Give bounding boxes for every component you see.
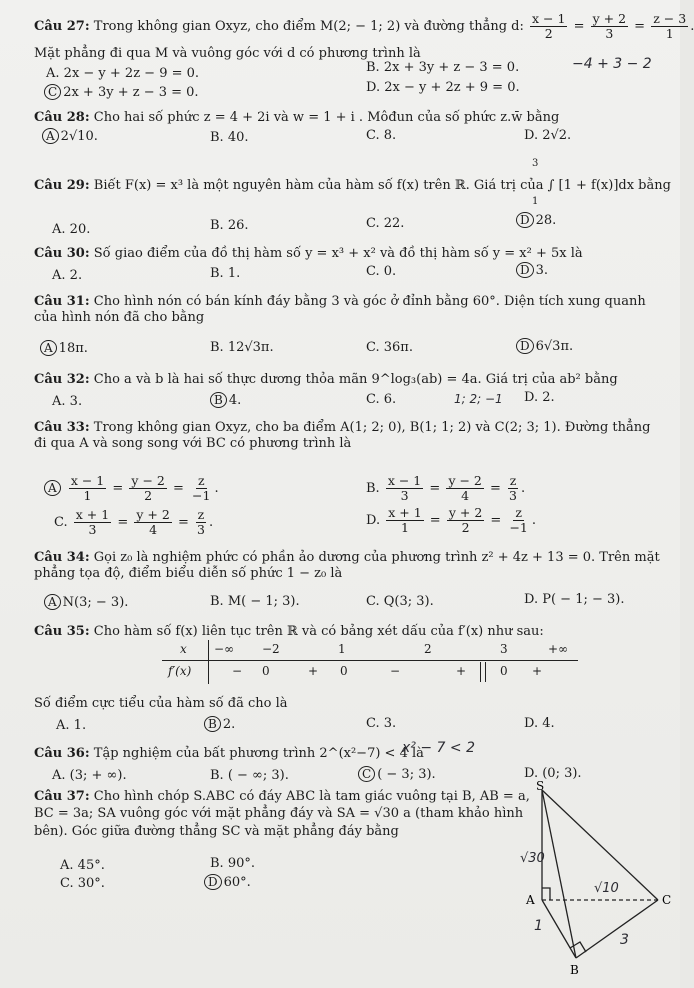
question-text: Trong không gian Oxyz, cho ba điểm A(1; 2; 0), B(1; 1; 2) và C(2; 3; 1). Đường thẳng đi qua A và song song với BC có phương trình là [34,420,651,452]
question-label: Câu 31: [34,294,90,309]
option-35-d[interactable]: D. 4. [524,716,555,731]
question-text: Số giao điểm của đồ thị hàm số y = x³ + x² và đồ thị hàm số y = x² + 5x là [93,246,583,261]
sign-table-fp-label: f′(x) [168,664,192,678]
option-29-b[interactable]: B. 26. [210,218,249,233]
option-32-d[interactable]: D. 2. [524,390,555,405]
circled-answer: C [44,84,61,100]
option-35-a[interactable]: A. 1. [56,718,87,733]
vertex-a: A [526,893,535,907]
question-text: Biết F(x) = x³ là một nguyên hàm của hàm số f(x) trên ℝ. Giá trị của [93,178,544,193]
option-33-c[interactable]: C. $\frac{x + 1}{3}$ = $\frac{y + 2}{4}$ = $\frac{z}{3}$ . [54,507,214,537]
option-28-b[interactable]: B. 40. [210,130,249,145]
circled-answer: A [40,340,57,356]
option-34-c[interactable]: C. Q(3; 3). [366,594,434,609]
question-label: Câu 35: [34,624,90,639]
question-text: Cho hình nón có bán kính đáy bằng 3 và góc ở đỉnh bằng 60°. Diện tích xung quanh của hình nón đã cho bằng [34,294,646,326]
question-31 [34,294,666,327]
question-35 [34,624,666,640]
pyramid-svg [520,780,680,980]
option-33-b[interactable]: B. $\frac{x - 1}{3}$ = $\frac{y - 2}{4}$ = $\frac{z}{3}$ . [366,473,526,503]
sign-cell: + [308,664,319,678]
question-35-prompt: Số điểm cực tiểu của hàm số đã cho là [34,696,288,711]
option-36-a[interactable]: A. (3; + ∞). [52,768,127,783]
fraction: $\frac{y + 2}{3}$ [592,11,627,41]
handwritten-note: √30 [520,851,545,866]
option-28-a[interactable]: A 2√10. [42,128,98,145]
x-value: 3 [500,642,508,656]
question-32 [34,372,666,388]
option-32-b[interactable]: B 4. [210,392,241,409]
option-36-c[interactable]: C ( − 3; 3). [358,766,436,783]
option-27-b[interactable]: B. 2x + 3y + z − 3 = 0. [366,60,520,75]
option-36-b[interactable]: B. ( − ∞; 3). [210,768,289,783]
option-35-b[interactable]: B 2. [204,716,235,733]
option-37-c[interactable]: C. 30°. [60,876,105,891]
edge-sb [542,790,576,958]
x-value: +∞ [548,642,569,656]
question-label: Câu 32: [34,372,90,387]
question-37 [34,788,530,840]
circled-answer: A [44,480,61,496]
question-text: Trong không gian Oxyz, cho điểm M(2; − 1; 2) và đường thẳng d: [93,19,524,34]
option-34-d[interactable]: D. P( − 1; − 3). [524,592,625,607]
circled-answer: B [204,716,221,732]
question-text: Gọi z₀ là nghiệm phức có phần ảo dương của phương trình z² + 4z + 13 = 0. Trên mặt phẳng tọa độ, điểm biểu diễn số phức 1 − z₀ là [34,550,660,582]
option-31-c[interactable]: C. 36π. [366,340,413,355]
sign-cell: 0 [262,664,270,678]
right-angle-a [542,888,550,900]
question-30 [34,246,666,262]
option-29-c[interactable]: C. 22. [366,216,405,231]
handwritten-note: −4 + 3 − 2 [572,56,652,72]
option-32-c[interactable]: C. 6. [366,392,397,407]
handwritten-note: 1 [534,918,543,934]
option-35-c[interactable]: C. 3. [366,716,397,731]
handwritten-note: x² − 7 < 2 [402,740,475,756]
question-label: Câu 33: [34,420,90,435]
option-30-c[interactable]: C. 0. [366,264,397,279]
circled-answer: B [210,392,227,408]
option-34-b[interactable]: B. M( − 1; 3). [210,594,300,609]
integral-lower: 1 [532,196,539,207]
option-31-b[interactable]: B. 12√3π. [210,340,274,355]
sign-table-x-label: x [180,642,187,656]
option-27-a[interactable]: A. 2x − y + 2z − 9 = 0. [46,66,200,81]
circled-answer: A [44,594,61,610]
option-37-a[interactable]: A. 45°. [60,858,105,873]
option-37-b[interactable]: B. 90°. [210,856,256,871]
option-33-a[interactable]: A $\frac{x - 1}{1}$ = $\frac{y - 2}{2}$ = $\frac{z}{-1}$ . [44,474,219,503]
question-text: Cho a và b là hai số thực dương thỏa mãn 9^log₃(ab) = 4a. Giá trị của ab² bằng [93,372,618,387]
sign-table-double-bar [480,662,486,682]
option-27-d[interactable]: D. 2x − y + 2z + 9 = 0. [366,80,520,95]
question-27: Câu 27: Trong không gian Oxyz, cho điểm M(2; − 1; 2) và đường thẳng d: $\frac{x - 1}{2}$ = $\frac{y + 2}{3}$ = $\frac{z - 3}{1}$ . [34,11,694,41]
option-30-a[interactable]: A. 2. [52,268,83,283]
question-label: Câu 30: [34,246,90,261]
question-text: Cho hai số phức z = 4 + 2i và w = 1 + i . Môđun của số phức z.w̄ bằng [93,110,560,125]
option-31-a[interactable]: A 18π. [40,340,88,357]
option-29-a[interactable]: A. 20. [52,222,91,237]
sign-cell: + [456,664,467,678]
fraction: $\frac{x - 1}{2}$ [532,11,566,41]
option-31-d[interactable]: D 6√3π. [516,338,573,355]
circled-answer: D [516,212,534,228]
integral-expression: ∫ [1 + f(x)]dx bằng [547,178,671,193]
sign-cell: − [232,664,243,678]
question-33 [34,420,666,453]
question-29 [34,178,671,194]
circled-answer: C [358,766,375,782]
option-30-d[interactable]: D 3. [516,262,548,279]
question-text: Cho hình chóp S.ABC có đáy ABC là tam giác vuông tại B, AB = a, BC = 3a; SA vuông góc với mặt phẳng đáy và SA = √30 a (tham khảo hình bên). Góc giữa đường thẳng SC và mặt phẳng đáy bằng [34,789,530,839]
question-label: Câu 29: [34,178,90,193]
option-28-d[interactable]: D. 2√2. [524,128,572,143]
option-34-a[interactable]: A N(3; − 3). [44,594,128,611]
question-label: Câu 27: [34,19,90,34]
x-value: 2 [424,642,432,656]
sign-cell: 0 [340,664,348,678]
option-37-d[interactable]: D 60°. [204,874,251,891]
question-27-prompt: Mặt phẳng đi qua M và vuông góc với d có phương trình là [34,46,421,61]
vertex-c: C [662,893,672,907]
option-33-d[interactable]: D. $\frac{x + 1}{1}$ = $\frac{y + 2}{2}$ = $\frac{z}{-1}$ . [366,505,537,535]
option-28-c[interactable]: C. 8. [366,128,397,143]
handwritten-note: 3 [620,932,629,948]
sign-table [162,640,578,684]
x-value: −2 [262,642,280,656]
handwritten-note: 1; 2; −1 [454,392,503,406]
question-label: Câu 37: [34,789,90,804]
sign-table-divider [208,640,209,684]
option-30-b[interactable]: B. 1. [210,266,241,281]
x-value: 1 [338,642,346,656]
question-label: Câu 34: [34,550,90,565]
circled-answer: D [516,262,534,278]
sign-cell: 0 [500,664,508,678]
circled-answer: D [204,874,222,890]
option-29-d[interactable]: D 28. [516,212,556,229]
vertex-s: S [536,779,545,793]
option-36-d[interactable]: D. (0; 3). [524,766,582,781]
circled-answer: A [42,128,59,144]
question-text: Tập nghiệm của bất phương trình 2^(x²−7) < 4 là [93,746,424,761]
edge-ab [542,900,576,958]
handwritten-note: √10 [594,881,619,896]
option-32-a[interactable]: A. 3. [52,394,83,409]
question-label: Câu 36: [34,746,90,761]
option-27-c[interactable]: C 2x + 3y + z − 3 = 0. [44,84,199,101]
integral-upper: 3 [532,158,539,169]
edge-bc [576,900,658,958]
right-angle-b [570,942,586,952]
vertex-b: B [570,963,579,977]
x-value: −∞ [214,642,235,656]
fraction: $\frac{z - 3}{1}$ [653,11,687,41]
question-label: Câu 28: [34,110,90,125]
pyramid-figure [520,780,680,980]
question-28 [34,110,666,126]
sign-cell: − [390,664,401,678]
sign-cell: + [532,664,543,678]
question-36 [34,746,666,762]
question-34 [34,550,666,583]
circled-answer: D [516,338,534,354]
question-text: Cho hàm số f(x) liên tục trên ℝ và có bảng xét dấu của f′(x) như sau: [93,624,544,639]
